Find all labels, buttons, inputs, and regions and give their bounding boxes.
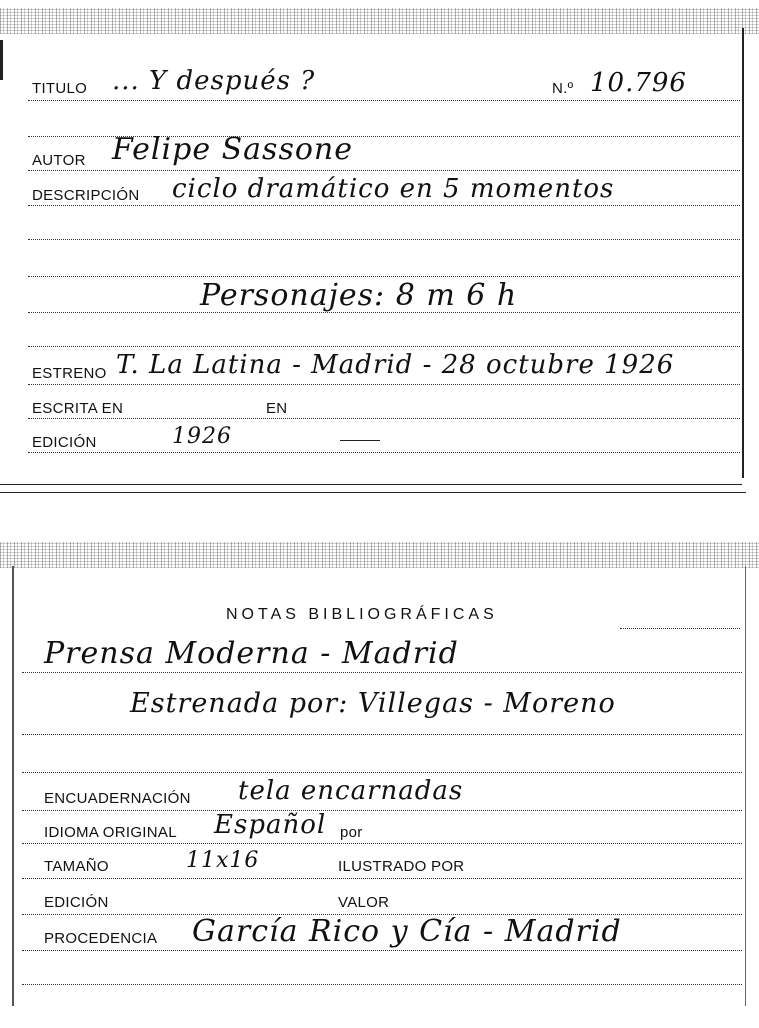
rule-blank-back — [22, 984, 742, 985]
label-en: EN — [266, 400, 288, 417]
label-procedencia: PROCEDENCIA — [44, 930, 158, 947]
rule-note-3 — [22, 772, 742, 773]
value-estreno: T. La Latina - Madrid - 28 octubre 1926 — [116, 350, 675, 380]
rule-blank-2 — [28, 239, 740, 240]
label-ilustrado: ILUSTRADO POR — [338, 858, 465, 875]
label-encuadernacion: ENCUADERNACIÓN — [44, 790, 191, 807]
value-autor: Felipe Sassone — [112, 132, 353, 167]
notes-heading: NOTAS BIBLIOGRÁFICAS — [226, 606, 498, 623]
card-top-edge-texture — [0, 8, 759, 34]
card-bottom-edge — [0, 484, 742, 485]
label-escrita-en: ESCRITA EN — [32, 400, 124, 417]
card-bottom-edge-2 — [0, 492, 746, 493]
label-titulo: TITULO — [32, 80, 88, 97]
rule-note-1 — [22, 672, 742, 673]
label-autor: AUTOR — [32, 152, 86, 169]
value-edicion: 1926 — [172, 424, 232, 449]
card-right-border — [742, 28, 744, 478]
value-procedencia: García Rico y Cía - Madrid — [192, 914, 622, 949]
value-descripcion: ciclo dramático en 5 momentos — [172, 174, 615, 204]
card-top-edge-texture-back — [0, 542, 759, 568]
value-numero: 10.796 — [590, 68, 687, 98]
rule-procedencia — [22, 950, 742, 951]
rule-blank-3 — [28, 276, 740, 277]
rule-blank-4 — [28, 346, 740, 347]
rule-encuadernacion — [22, 810, 742, 811]
label-edicion: EDICIÓN — [32, 434, 97, 451]
rule-idioma — [22, 843, 742, 844]
rule-descripcion — [28, 205, 740, 206]
ink-mark — [340, 440, 380, 441]
label-tamano: TAMAÑO — [44, 858, 109, 875]
value-tamano: 11x16 — [186, 848, 260, 873]
rule-tamano — [22, 878, 742, 879]
value-encuadernacion: tela encarnadas — [238, 776, 464, 806]
catalog-card-back — [0, 538, 759, 1028]
label-idioma: IDIOMA ORIGINAL — [44, 824, 177, 841]
rule-heading — [620, 628, 740, 629]
card-left-border-back — [12, 566, 14, 1006]
label-estreno: ESTRENO — [32, 365, 107, 382]
note-line-1: Prensa Moderna - Madrid — [44, 636, 459, 671]
note-line-2: Estrenada por: Villegas - Moreno — [130, 688, 616, 719]
label-descripcion: DESCRIPCIÓN — [32, 187, 140, 204]
value-personajes: Personajes: 8 m 6 h — [200, 278, 518, 313]
label-numero: N.º — [552, 80, 574, 97]
rule-escrita — [28, 418, 740, 419]
label-valor: VALOR — [338, 894, 390, 911]
rule-edicion — [28, 452, 740, 453]
label-edicion-back: EDICIÓN — [44, 894, 109, 911]
rule-note-2 — [22, 734, 742, 735]
rule-autor — [28, 170, 740, 171]
rule-titulo — [28, 100, 740, 101]
card-right-border-back — [745, 566, 746, 1006]
catalog-card-front — [0, 0, 759, 500]
card-left-border — [0, 40, 3, 80]
value-idioma: Español — [214, 810, 327, 840]
rule-estreno — [28, 384, 740, 385]
label-por: por — [340, 824, 363, 841]
value-titulo: ... Y después ? — [112, 66, 316, 96]
